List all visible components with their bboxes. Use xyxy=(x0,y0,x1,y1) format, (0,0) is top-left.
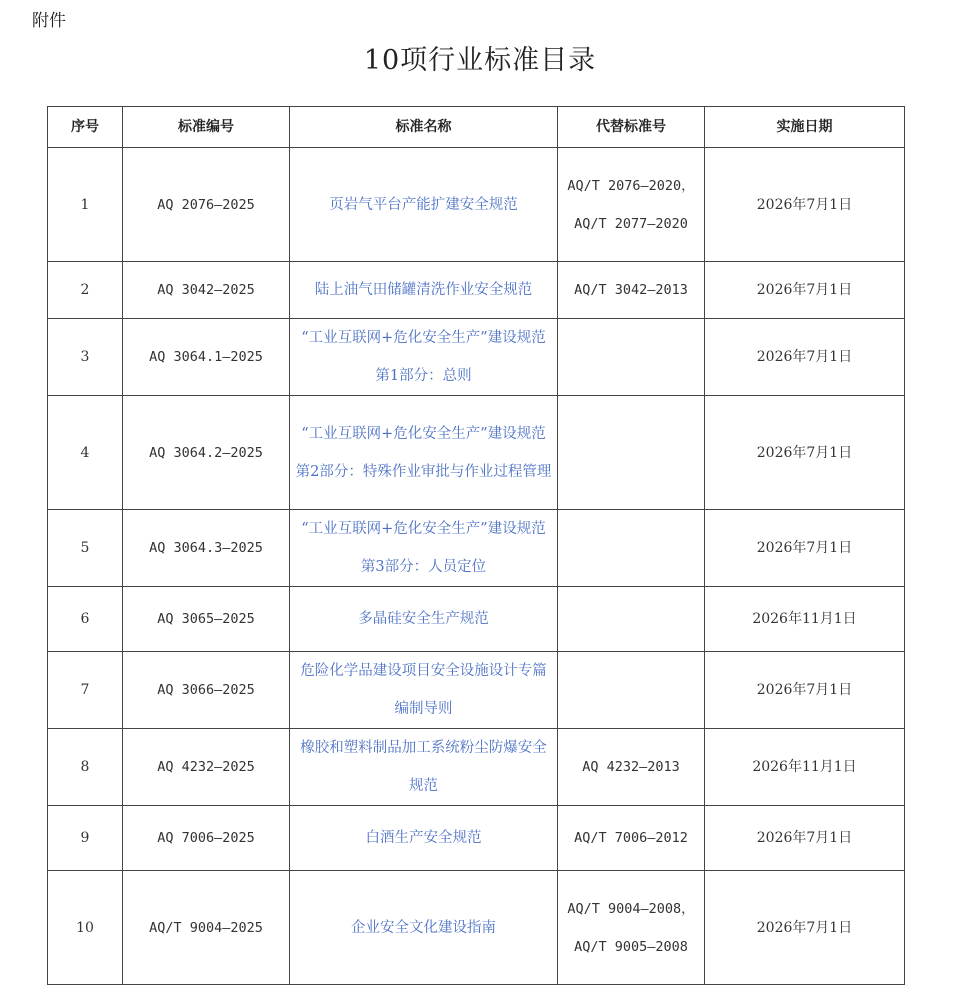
standard-code: AQ 4232—2025 xyxy=(123,729,290,806)
header-standard-name: 标准名称 xyxy=(290,107,558,148)
row-index: 8 xyxy=(48,729,123,806)
page-title: 10项行业标准目录 xyxy=(363,45,597,76)
standard-code: AQ 3064.1—2025 xyxy=(123,319,290,396)
row-index: 6 xyxy=(48,587,123,652)
standard-name-text[interactable]: 白酒生产安全规范 xyxy=(365,830,482,846)
replaced-code: AQ/T 2076—2020，AQ/T 2077—2020 xyxy=(558,148,705,262)
attachment-label: 附件 xyxy=(32,11,66,31)
table-row xyxy=(48,729,905,806)
effective-date: 2026年11月1日 xyxy=(705,729,905,806)
table-row xyxy=(48,319,905,396)
replaced-code: AQ/T 9004—2008，AQ/T 9005—2008 xyxy=(558,871,705,985)
standard-name-link[interactable] xyxy=(290,510,558,587)
standard-name-link[interactable] xyxy=(290,587,558,652)
effective-date: 2026年7月1日 xyxy=(705,319,905,396)
row-index: 7 xyxy=(48,652,123,729)
standard-name-text[interactable]: 页岩气平台产能扩建安全规范 xyxy=(329,196,518,213)
standard-code: AQ 3065—2025 xyxy=(123,587,290,652)
standard-name-link[interactable] xyxy=(290,396,558,510)
standard-name-link[interactable] xyxy=(290,262,558,319)
effective-date: 2026年7月1日 xyxy=(705,652,905,729)
standard-code: AQ 2076—2025 xyxy=(123,148,290,262)
replaced-code xyxy=(558,587,705,652)
standards-table xyxy=(47,106,905,985)
row-index: 10 xyxy=(48,871,123,985)
header-effective-date: 实施日期 xyxy=(705,107,905,148)
replaced-code: AQ/T 7006—2012 xyxy=(558,806,705,871)
effective-date: 2026年7月1日 xyxy=(705,806,905,871)
standard-code: AQ 3064.2—2025 xyxy=(123,396,290,510)
standard-name-link[interactable] xyxy=(290,729,558,806)
row-index: 5 xyxy=(48,510,123,587)
replaced-code: AQ 4232—2013 xyxy=(558,729,705,806)
standard-name-text[interactable]: 多晶硅安全生产规范 xyxy=(358,611,489,627)
standard-name-link[interactable] xyxy=(290,148,558,262)
standard-code: AQ 7006—2025 xyxy=(123,806,290,871)
table-row xyxy=(48,262,905,319)
row-index: 3 xyxy=(48,319,123,396)
replaced-code xyxy=(558,396,705,510)
standard-code: AQ 3064.3—2025 xyxy=(123,510,290,587)
replaced-code: AQ/T 3042—2013 xyxy=(558,262,705,319)
effective-date: 2026年7月1日 xyxy=(705,148,905,262)
standard-name-text[interactable]: 陆上油气田储罐清洗作业安全规范 xyxy=(314,282,533,298)
standard-name-text[interactable]: “工业互联网+危化安全生产”建设规范 第3部分：人员定位 xyxy=(301,521,546,575)
table-row xyxy=(48,510,905,587)
row-index: 9 xyxy=(48,806,123,871)
standard-name-text[interactable]: “工业互联网+危化安全生产”建设规范 第2部分：特殊作业审批与作业过程管理 xyxy=(295,425,552,480)
standard-name-text[interactable]: “工业互联网+危化安全生产”建设规范 第1部分：总则 xyxy=(301,330,546,384)
row-index: 2 xyxy=(48,262,123,319)
effective-date: 2026年11月1日 xyxy=(705,587,905,652)
standard-name-link[interactable] xyxy=(290,652,558,729)
replaced-code xyxy=(558,319,705,396)
table-row xyxy=(48,652,905,729)
table-header-row xyxy=(48,107,905,148)
table-row xyxy=(48,148,905,262)
table-row xyxy=(48,396,905,510)
standard-name-text[interactable]: 危险化学品建设项目安全设施设计专篇编制导则 xyxy=(300,663,547,717)
table-row xyxy=(48,806,905,871)
table-row xyxy=(48,587,905,652)
standard-code: AQ/T 9004—2025 xyxy=(123,871,290,985)
standard-name-text[interactable]: 橡胶和塑料制品加工系统粉尘防爆安全规范 xyxy=(300,740,547,794)
effective-date: 2026年7月1日 xyxy=(705,262,905,319)
standard-name-link[interactable] xyxy=(290,806,558,871)
row-index: 4 xyxy=(48,396,123,510)
standard-name-text[interactable]: 企业安全文化建设指南 xyxy=(351,919,496,936)
effective-date: 2026年7月1日 xyxy=(705,396,905,510)
effective-date: 2026年7月1日 xyxy=(705,871,905,985)
row-index: 1 xyxy=(48,148,123,262)
standard-name-link[interactable] xyxy=(290,319,558,396)
replaced-code xyxy=(558,652,705,729)
header-index: 序号 xyxy=(48,107,123,148)
table-row xyxy=(48,871,905,985)
standard-code: AQ 3066—2025 xyxy=(123,652,290,729)
header-replaced-code: 代替标准号 xyxy=(558,107,705,148)
effective-date: 2026年7月1日 xyxy=(705,510,905,587)
header-standard-code: 标准编号 xyxy=(123,107,290,148)
standard-name-link[interactable] xyxy=(290,871,558,985)
standard-code: AQ 3042—2025 xyxy=(123,262,290,319)
replaced-code xyxy=(558,510,705,587)
